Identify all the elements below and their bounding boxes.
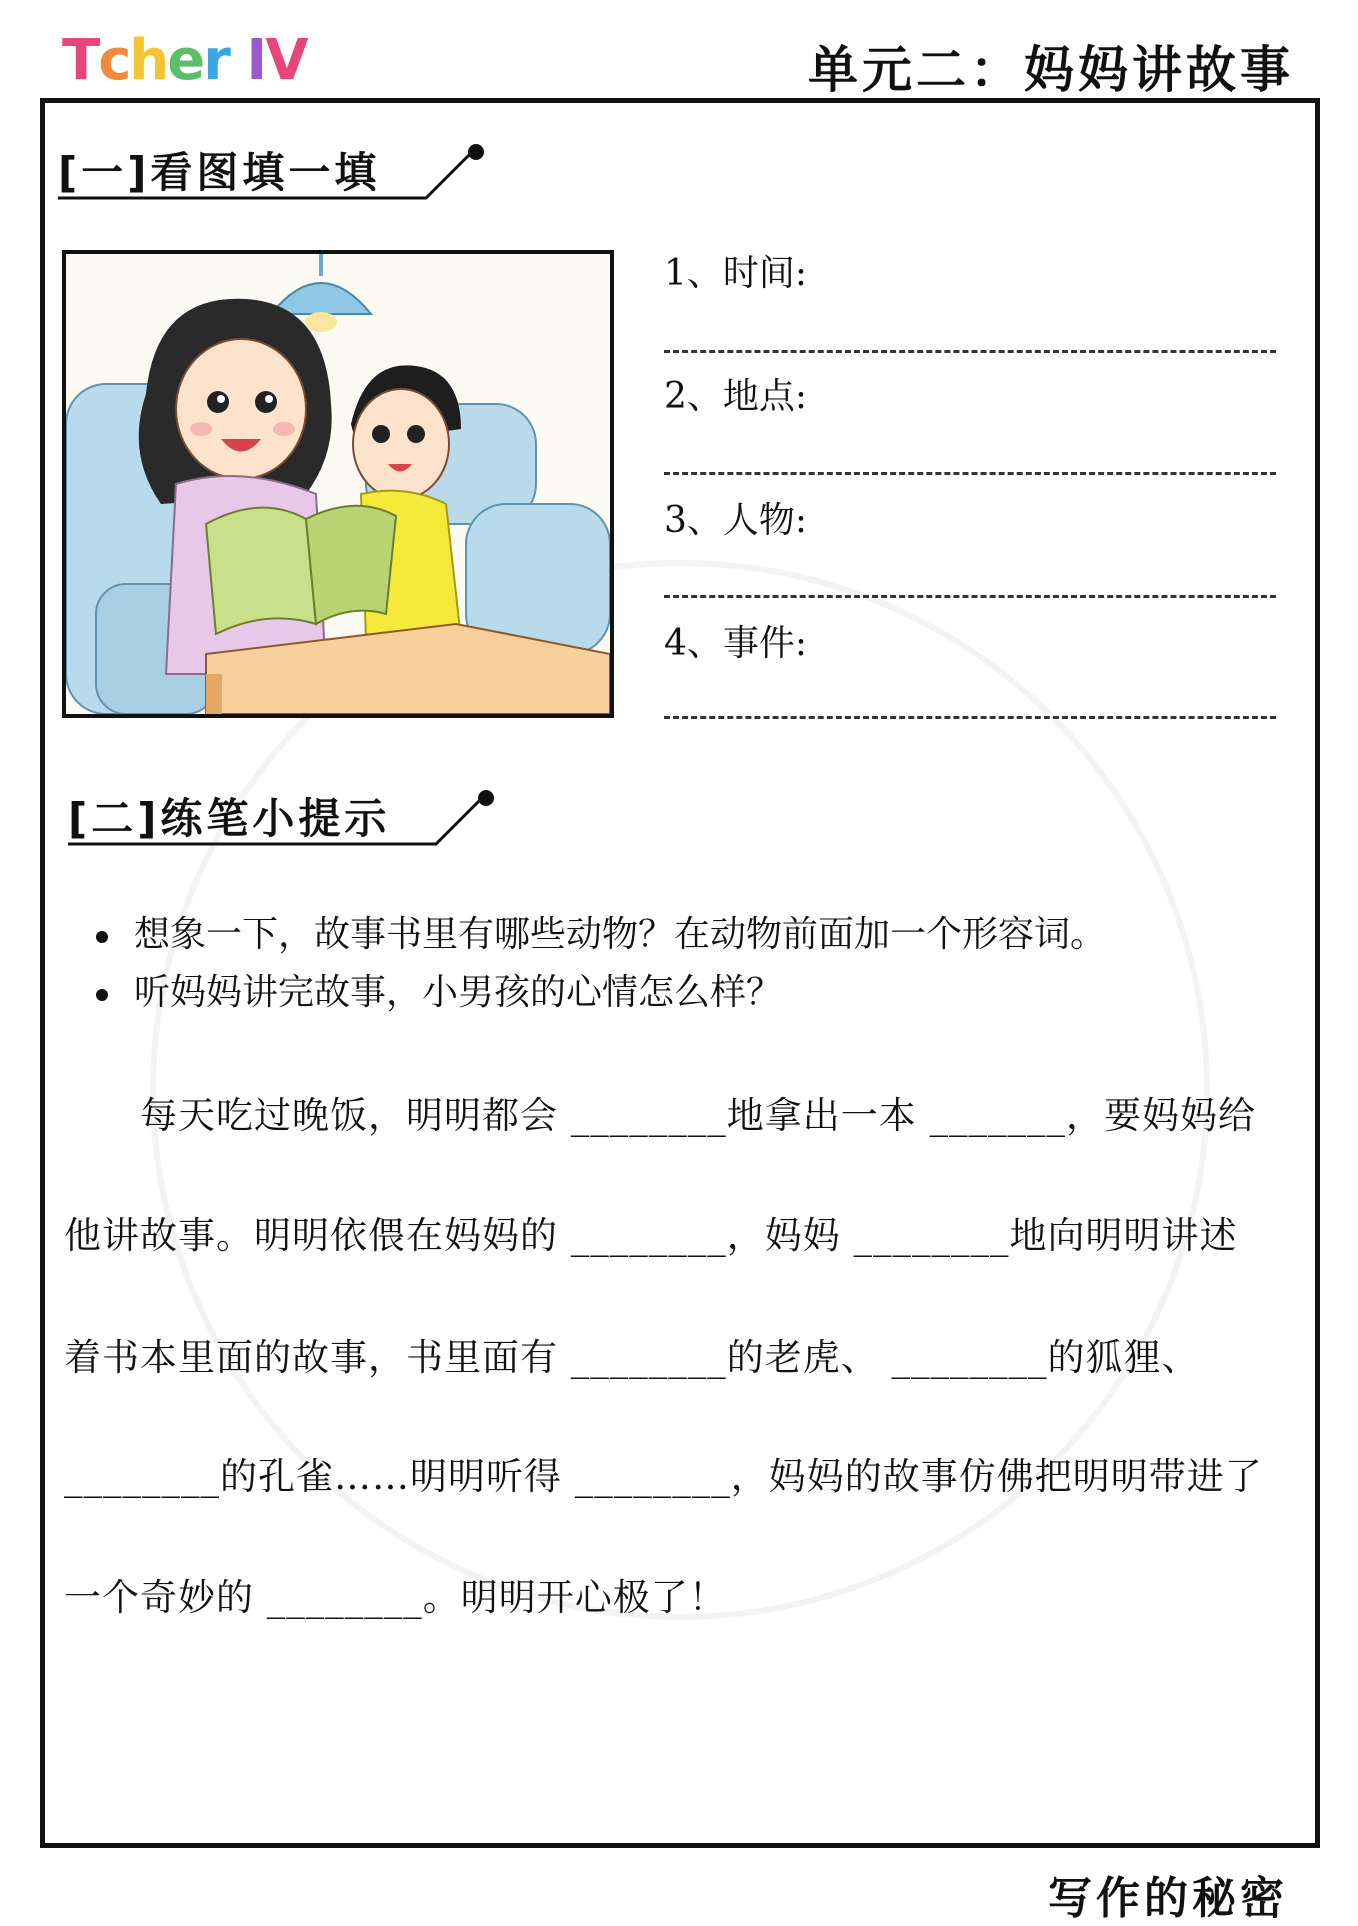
answer-line-event[interactable] — [664, 716, 1276, 719]
paragraph-line: 着书本里面的故事，书里面有 ________的老虎、 ________的狐狸、 — [64, 1336, 1200, 1379]
paragraph-line: 一个奇妙的 ________。明明开心极了！ — [64, 1576, 727, 1619]
footer-title: 写作的秘密 — [1048, 1873, 1288, 1924]
paragraph-line: ________的孔雀……明明听得 ________，妈妈的故事仿佛把明明带进了 — [64, 1455, 1263, 1498]
logo: Tcher IV — [62, 28, 307, 93]
section2-heading-underline — [66, 786, 496, 856]
section1-heading-underline — [56, 140, 486, 210]
unit-title: 单元二：妈妈讲故事 — [808, 41, 1294, 99]
question-time: 1、时间: — [664, 253, 808, 294]
bullet-icon — [96, 931, 108, 943]
answer-line-people[interactable] — [664, 595, 1276, 598]
bullet-icon — [96, 989, 108, 1001]
tip-item: 想象一下，故事书里有哪些动物？在动物前面加一个形容词。 — [96, 906, 1106, 957]
section1-heading: [一]看图填一填 — [58, 148, 381, 197]
question-people: 3、人物: — [664, 500, 808, 541]
answer-line-time[interactable] — [664, 350, 1276, 353]
answer-line-place[interactable] — [664, 472, 1276, 475]
paragraph-line: 他讲故事。明明依偎在妈妈的 ________，妈妈 ________地向明明讲述 — [64, 1214, 1238, 1257]
question-place: 2、地点: — [664, 376, 808, 417]
mother-reading-illustration — [62, 250, 614, 718]
question-event: 4、事件: — [664, 623, 808, 664]
section2-heading: [二]练笔小提示 — [68, 794, 391, 843]
tip-item: 听妈妈讲完故事，小男孩的心情怎么样？ — [96, 964, 782, 1015]
paragraph-line: 每天吃过晚饭，明明都会 ________地拿出一本 _______，要妈妈给 — [64, 1094, 1257, 1137]
